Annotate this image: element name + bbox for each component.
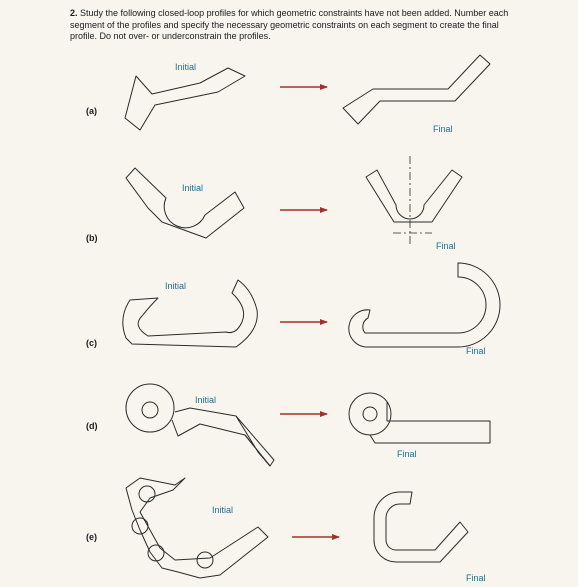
part-c-initial-tag: Initial (165, 281, 187, 291)
part-b-final-tag: Final (436, 241, 456, 251)
part-e-final-tag: Final (466, 573, 486, 583)
part-b-initial-tag: Initial (182, 183, 204, 193)
part-e-initial-lobe-mid (132, 518, 148, 534)
part-label-b: (b) (86, 233, 98, 243)
question-body: Study the following closed-loop profiles for which geometric constraints have not been added. Number each segment of the profiles and specify the necessary geometric constraints on each segment to create the final profile. Do not over- or underconstrain the profiles. (70, 8, 509, 41)
part-a-final-tag: Final (433, 124, 453, 134)
part-d-final-hole (363, 407, 377, 421)
part-label-c: (c) (86, 338, 97, 348)
part-b-final-profile (366, 170, 462, 222)
part-label-e: (e) (86, 532, 97, 542)
part-e-initial-lobe-top (139, 486, 155, 502)
part-e-initial-lobe-bottom (197, 552, 213, 568)
part-c-final-tag: Final (466, 346, 486, 356)
part-d-final-tag: Final (397, 449, 417, 459)
part-d-initial-tip (236, 416, 274, 466)
part-b-initial-profile (126, 168, 244, 238)
part-e-final-profile (374, 492, 468, 562)
part-d-initial-hole (142, 402, 158, 418)
part-d-final-arm (370, 402, 490, 443)
part-d-initial-arm (172, 408, 270, 466)
question-number: 2. (70, 8, 78, 18)
part-c-final-profile (349, 263, 500, 347)
part-a-initial-tag: Initial (175, 62, 197, 72)
part-e-initial-tag: Initial (212, 505, 234, 515)
part-d-initial-boss (126, 384, 174, 432)
part-a-initial-profile (125, 68, 245, 130)
part-d-initial-tag: Initial (195, 395, 217, 405)
part-label-d: (d) (86, 421, 98, 431)
part-a-final-profile (343, 55, 490, 124)
part-label-a: (a) (86, 106, 97, 116)
part-d-final-boss (349, 393, 391, 435)
part-c-initial-profile (123, 280, 258, 347)
